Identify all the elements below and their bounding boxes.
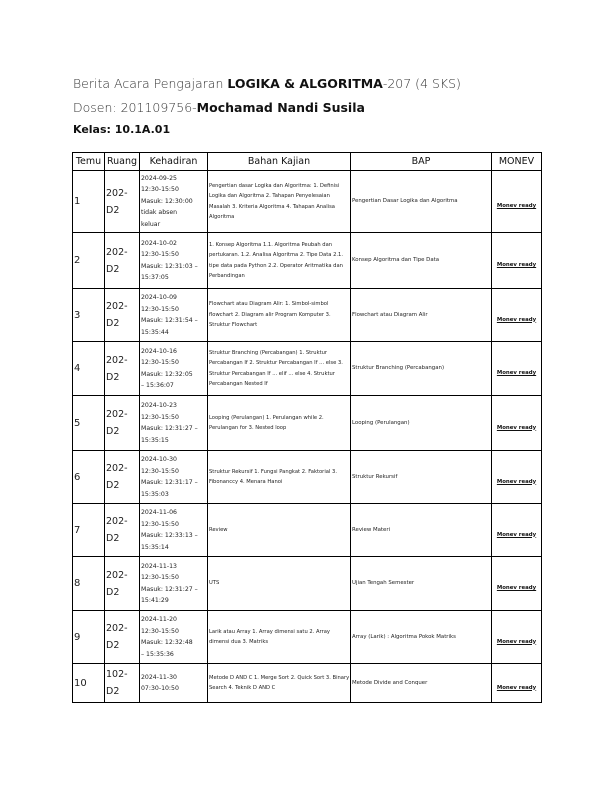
kehadiran-line: 07:30-10:50: [141, 685, 179, 692]
temu-cell: 10: [73, 664, 105, 703]
attendance-table: [72, 152, 542, 703]
kehadiran-cell: [140, 289, 208, 342]
table-row: [73, 451, 542, 504]
kehadiran-line: Masuk: 12:32:48: [141, 639, 193, 646]
table-body: [73, 171, 542, 703]
kehadiran-line: 2024-11-13: [141, 562, 177, 570]
monev-link[interactable]: Monev ready: [496, 638, 537, 645]
kehadiran-line: 2024-11-20: [141, 616, 177, 623]
kehadiran-line: 15:41:29: [141, 597, 169, 604]
kehadiran-line: tidak absen: [141, 209, 178, 217]
temu-cell: 9: [73, 611, 105, 664]
monev-link[interactable]: Monev ready: [496, 316, 537, 323]
table-header-row: [73, 153, 542, 171]
ruang-cell: 202-D2: [105, 504, 140, 557]
kehadiran-line: 2024-11-30: [141, 673, 177, 681]
kehadiran-cell: [140, 557, 208, 611]
monev-cell: [492, 557, 542, 611]
bahan-kajian-cell: Metode D AND C 1. Merge Sort 2. Quick Sort 3. Binary Search 4. Teknik D AND C: [208, 664, 351, 703]
col-bap: BAP: [351, 153, 492, 171]
monev-cell: [492, 664, 542, 703]
bap-cell: Metode Divide and Conquer: [351, 664, 492, 703]
kehadiran-line: Masuk: 12:31:54 –: [141, 317, 198, 324]
monev-cell: [492, 289, 542, 342]
kehadiran-line: Masuk: 12:33:13 –: [141, 532, 198, 539]
table-row: [73, 289, 542, 342]
kehadiran-line: Masuk: 12:31:17 –: [141, 479, 198, 486]
course-name: LOGIKA & ALGORITMA: [227, 76, 383, 91]
kehadiran-line: Masuk: 12:32:05: [141, 370, 193, 378]
monev-cell: [492, 342, 542, 396]
monev-cell: [492, 171, 542, 233]
ruang-cell: 202-D2: [105, 233, 140, 289]
col-bahan-kajian: Bahan Kajian: [208, 153, 351, 171]
kehadiran-line: – 15:36:07: [141, 382, 174, 389]
kehadiran-line: 12:30-15:50: [141, 251, 179, 258]
doc-title: [73, 76, 461, 91]
table-row: [73, 664, 542, 703]
monev-cell: [492, 611, 542, 664]
bahan-kajian-cell: Flowchart atau Diagram Alir: 1. Simbol-simbol flowchart 2. Diagram alir Program Komputer 3. Struktur Flowchart: [208, 289, 351, 342]
title-prefix: Berita Acara Pengajaran: [73, 76, 224, 91]
monev-link[interactable]: Monev ready: [496, 585, 537, 591]
class-label: Kelas: 10.1A.01: [73, 123, 171, 136]
kehadiran-line: Masuk: 12:31:03 –: [141, 262, 198, 270]
monev-cell: [492, 396, 542, 451]
kehadiran-line: 12:30-15:50: [141, 574, 179, 581]
bahan-kajian-cell: UTS: [208, 557, 351, 611]
monev-cell: [492, 504, 542, 557]
course-suffix: -207 (4 SKS): [382, 76, 461, 91]
lecturer-line: [73, 100, 365, 115]
table-row: [73, 233, 542, 289]
bap-cell: Pengertian Dasar Logika dan Algoritma: [351, 171, 492, 233]
table-row: [73, 504, 542, 557]
temu-cell: 4: [73, 342, 105, 396]
bahan-kajian-cell: Review: [208, 504, 351, 557]
kehadiran-line: 2024-09-25: [141, 174, 177, 182]
kehadiran-cell: [140, 451, 208, 504]
kehadiran-line: 2024-11-06: [141, 509, 177, 516]
kehadiran-line: 12:30-15:50: [141, 359, 179, 366]
kehadiran-line: 2024-10-02: [141, 239, 177, 247]
kehadiran-cell: [140, 611, 208, 664]
monev-cell: [492, 451, 542, 504]
temu-cell: 2: [73, 233, 105, 289]
bap-cell: Struktur Branching (Percabangan): [351, 342, 492, 396]
table-row: [73, 557, 542, 611]
monev-link[interactable]: Monev ready: [496, 262, 537, 268]
kehadiran-line: 2024-10-30: [141, 456, 177, 463]
ruang-cell: 102-D2: [105, 664, 140, 703]
col-temu: Temu: [73, 153, 105, 171]
kehadiran-line: – 15:35:36: [141, 650, 174, 658]
table-row: [73, 342, 542, 396]
temu-cell: 8: [73, 557, 105, 611]
temu-cell: 3: [73, 289, 105, 342]
kehadiran-line: 2024-10-09: [141, 294, 177, 301]
bap-cell: Array (Larik) : Algoritma Pokok Matriks: [351, 611, 492, 664]
kehadiran-line: 15:35:03: [141, 490, 169, 498]
kehadiran-cell: [140, 233, 208, 289]
kehadiran-line: 12:30-15:50: [141, 520, 179, 528]
kehadiran-cell: [140, 342, 208, 396]
bap-cell: Struktur Rekursif: [351, 451, 492, 504]
kehadiran-line: 15:35:15: [141, 436, 169, 444]
bap-cell: Ujian Tengah Semester: [351, 557, 492, 611]
kehadiran-line: Masuk: 12:30:00: [141, 197, 193, 205]
bap-cell: Review Materi: [351, 504, 492, 557]
monev-link[interactable]: Monev ready: [496, 478, 537, 485]
bap-cell: Flowchart atau Diagram Alir: [351, 289, 492, 342]
bahan-kajian-cell: Pengertian dasar Logika dan Algoritma: 1. Definisi Logika dan Algoritma 2. Tahapan Penyelesaian Masalah 3. Kriteria Algoritma 4. Tahapan Analisa Algoritma: [208, 171, 351, 233]
col-ruang: Ruang: [105, 153, 140, 171]
kehadiran-line: 2024-10-23: [141, 402, 177, 409]
bahan-kajian-cell: Struktur Rekursif 1. Fungsi Pangkat 2. Faktorial 3. Fibonanccy 4. Menara Hanoi: [208, 451, 351, 504]
kehadiran-line: 15:37:05: [141, 274, 169, 281]
bahan-kajian-cell: 1. Konsep Algoritma 1.1. Algoritma Peubah dan pertukaran. 1.2. Analisa Algoritma 2. Tipe Data 2.1. tipe data pada Python 2.2. Operator Aritmatika dan Perbandingan: [208, 233, 351, 289]
kehadiran-cell: [140, 396, 208, 451]
col-monev: MONEV: [492, 153, 542, 171]
table-row: [73, 611, 542, 664]
monev-link[interactable]: Monev ready: [496, 684, 537, 691]
kehadiran-cell: [140, 504, 208, 557]
kehadiran-line: Masuk: 12:31:27 –: [141, 425, 198, 432]
temu-cell: 6: [73, 451, 105, 504]
kehadiran-cell: [140, 664, 208, 703]
kehadiran-line: keluar: [141, 220, 161, 228]
temu-cell: 5: [73, 396, 105, 451]
kehadiran-line: Masuk: 12:31:27 –: [141, 585, 198, 593]
temu-cell: 7: [73, 504, 105, 557]
kehadiran-line: 15:35:44: [141, 328, 169, 336]
kehadiran-line: 12:30-15:50: [141, 467, 179, 475]
kehadiran-line: 15:35:14: [141, 543, 169, 551]
kehadiran-line: 2024-10-16: [141, 347, 177, 355]
kehadiran-line: 12:30-15:50: [141, 627, 179, 635]
monev-cell: [492, 233, 542, 289]
kehadiran-line: 12:30-15:50: [141, 413, 179, 421]
bap-cell: Konsep Algoritma dan Tipe Data: [351, 233, 492, 289]
ruang-cell: 202-D2: [105, 557, 140, 611]
monev-link[interactable]: Monev ready: [496, 370, 537, 376]
bap-cell: Looping (Perulangan): [351, 396, 492, 451]
ruang-cell: 202-D2: [105, 611, 140, 664]
ruang-cell: 202-D2: [105, 171, 140, 233]
lecturer-prefix: Dosen: 201109756-: [73, 100, 197, 115]
monev-link[interactable]: Monev ready: [496, 424, 537, 431]
monev-link[interactable]: Monev ready: [496, 203, 537, 209]
temu-cell: 1: [73, 171, 105, 233]
col-kehadiran: Kehadiran: [140, 153, 208, 171]
bahan-kajian-cell: Looping (Perulangan) 1. Perulangan while 2. Perulangan for 3. Nested loop: [208, 396, 351, 451]
monev-link[interactable]: Monev ready: [496, 531, 537, 538]
table-row: [73, 396, 542, 451]
kehadiran-cell: [140, 171, 208, 233]
kehadiran-line: 12:30-15:50: [141, 186, 179, 194]
ruang-cell: 202-D2: [105, 396, 140, 451]
bahan-kajian-cell: Struktur Branching (Percabangan) 1. Struktur Percabangan If 2. Struktur Percabangan If ... else 3. Struktur Percabangan If ... elif ... else 4. Struktur Percabangan Nested If: [208, 342, 351, 396]
kehadiran-line: 12:30-15:50: [141, 305, 179, 313]
table-row: [73, 171, 542, 233]
ruang-cell: 202-D2: [105, 451, 140, 504]
lecturer-name: Mochamad Nandi Susila: [196, 100, 365, 115]
ruang-cell: 202-D2: [105, 342, 140, 396]
bahan-kajian-cell: Larik atau Array 1. Array dimensi satu 2. Array dimensi dua 3. Matriks: [208, 611, 351, 664]
ruang-cell: 202-D2: [105, 289, 140, 342]
